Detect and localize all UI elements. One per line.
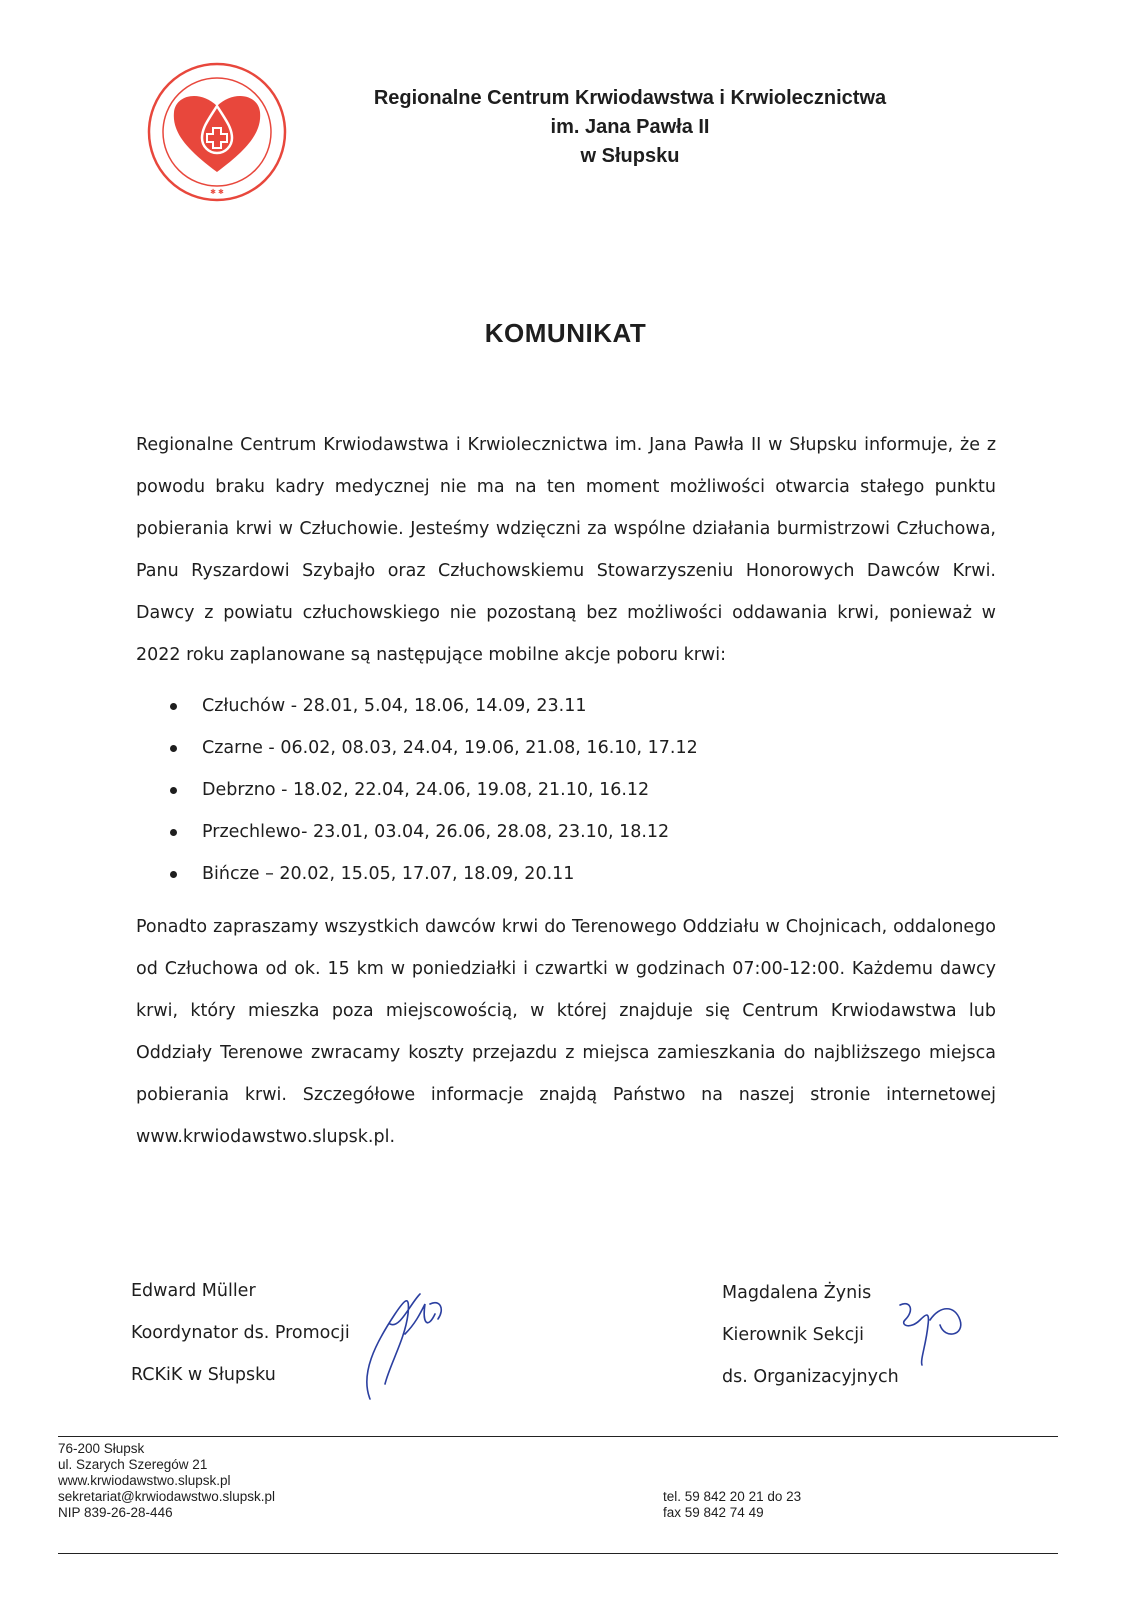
intro-paragraph: Regionalne Centrum Krwiodawstwa i Krwiolecznictwa im. Jana Pawła II w Słupsku informuje, że z powodu braku kadry medycznej nie ma na ten moment możliwości otwarcia stałego punktu pobierania krwi w Człuchowie. Jesteśmy wdzięczni za wspólne działania burmistrzowi Człuchowa, Panu Ryszardowi Szybajło oraz Człuchowskiemu Stowarzyszeniu Honorowych Dawców Krwi. Dawcy z powiatu człuchowskiego nie pozostaną bez możliwości oddawania krwi, ponieważ w 2022 roku zaplanowane są następujące mobilne akcje poboru krwi: bbox=[136, 435, 996, 665]
footer-fax: fax 59 842 74 49 bbox=[663, 1505, 764, 1520]
bullet-icon bbox=[170, 787, 177, 794]
signatory-name: Edward Müller bbox=[131, 1281, 256, 1301]
list-item-text: Bińcze – 20.02, 15.05, 17.07, 18.09, 20.11 bbox=[202, 864, 575, 884]
blood-center-logo bbox=[146, 54, 288, 214]
list-item bbox=[136, 811, 698, 853]
footer-phone: tel. 59 842 20 21 do 23 bbox=[663, 1489, 802, 1504]
collection-schedule-list bbox=[136, 685, 698, 895]
header-line-3: w Słupsku bbox=[580, 145, 680, 167]
handwritten-signature-left bbox=[350, 1284, 460, 1404]
institution-header bbox=[360, 84, 900, 171]
list-item-text: Debrzno - 18.02, 22.04, 24.06, 19.08, 21.10, 16.12 bbox=[202, 780, 650, 800]
footer-contact bbox=[663, 1489, 801, 1521]
signatory-role: Kierownik Sekcji bbox=[722, 1325, 864, 1345]
bullet-icon bbox=[170, 871, 177, 878]
document-title: KOMUNIKAT bbox=[484, 318, 647, 348]
header-line-2: im. Jana Pawła II bbox=[550, 116, 710, 138]
footer-nip: NIP 839-26-28-446 bbox=[58, 1505, 173, 1520]
svg-text:✱ ✱: ✱ ✱ bbox=[210, 189, 224, 196]
footer-website: www.krwiodawstwo.slupsk.pl bbox=[58, 1473, 231, 1488]
signatory-left bbox=[131, 1270, 350, 1396]
footer-email: sekretariat@krwiodawstwo.slupsk.pl bbox=[58, 1489, 276, 1504]
signatory-org: ds. Organizacyjnych bbox=[722, 1367, 899, 1387]
signatory-right bbox=[722, 1272, 899, 1398]
list-item bbox=[136, 853, 698, 895]
list-item-text: Człuchów - 28.01, 5.04, 18.06, 14.09, 23.11 bbox=[202, 696, 587, 716]
footer-divider-top bbox=[58, 1436, 1058, 1437]
footer-address bbox=[58, 1441, 275, 1521]
bullet-icon bbox=[170, 703, 177, 710]
signatory-role: Koordynator ds. Promocji bbox=[131, 1323, 350, 1343]
footer-postal: 76-200 Słupsk bbox=[58, 1441, 145, 1456]
header-line-1: Regionalne Centrum Krwiodawstwa i Krwiolecznictwa bbox=[373, 87, 887, 109]
handwritten-signature-right bbox=[880, 1290, 970, 1370]
list-item-text: Czarne - 06.02, 08.03, 24.04, 19.06, 21.08, 16.10, 17.12 bbox=[202, 738, 698, 758]
list-item bbox=[136, 727, 698, 769]
footer-street: ul. Szarych Szeregów 21 bbox=[58, 1457, 208, 1472]
bullet-icon bbox=[170, 829, 177, 836]
signatory-name: Magdalena Żynis bbox=[722, 1283, 872, 1303]
list-item bbox=[136, 769, 698, 811]
signatory-org: RCKiK w Słupsku bbox=[131, 1365, 276, 1385]
outro-paragraph: Ponadto zapraszamy wszystkich dawców krwi do Terenowego Oddziału w Chojnicach, oddalonego od Człuchowa od ok. 15 km w poniedziałki i czwartki w godzinach 07:00-12:00. Każdemu dawcy krwi, który mieszka poza miejscowością, w której znajduje się Centrum Krwiodawstwa lub Oddziały Terenowe zwracamy koszty przejazdu z miejsca zamieszkania do najbliższego miejsca pobierania krwi. Szczegółowe informacje znajdą Państwo na naszej stronie internetowej www.krwiodawstwo.slupsk.pl. bbox=[136, 917, 996, 1147]
list-item-text: Przechlewo- 23.01, 03.04, 26.06, 28.08, 23.10, 18.12 bbox=[202, 822, 670, 842]
list-item bbox=[136, 685, 698, 727]
footer-divider-bottom bbox=[58, 1553, 1058, 1554]
bullet-icon bbox=[170, 745, 177, 752]
